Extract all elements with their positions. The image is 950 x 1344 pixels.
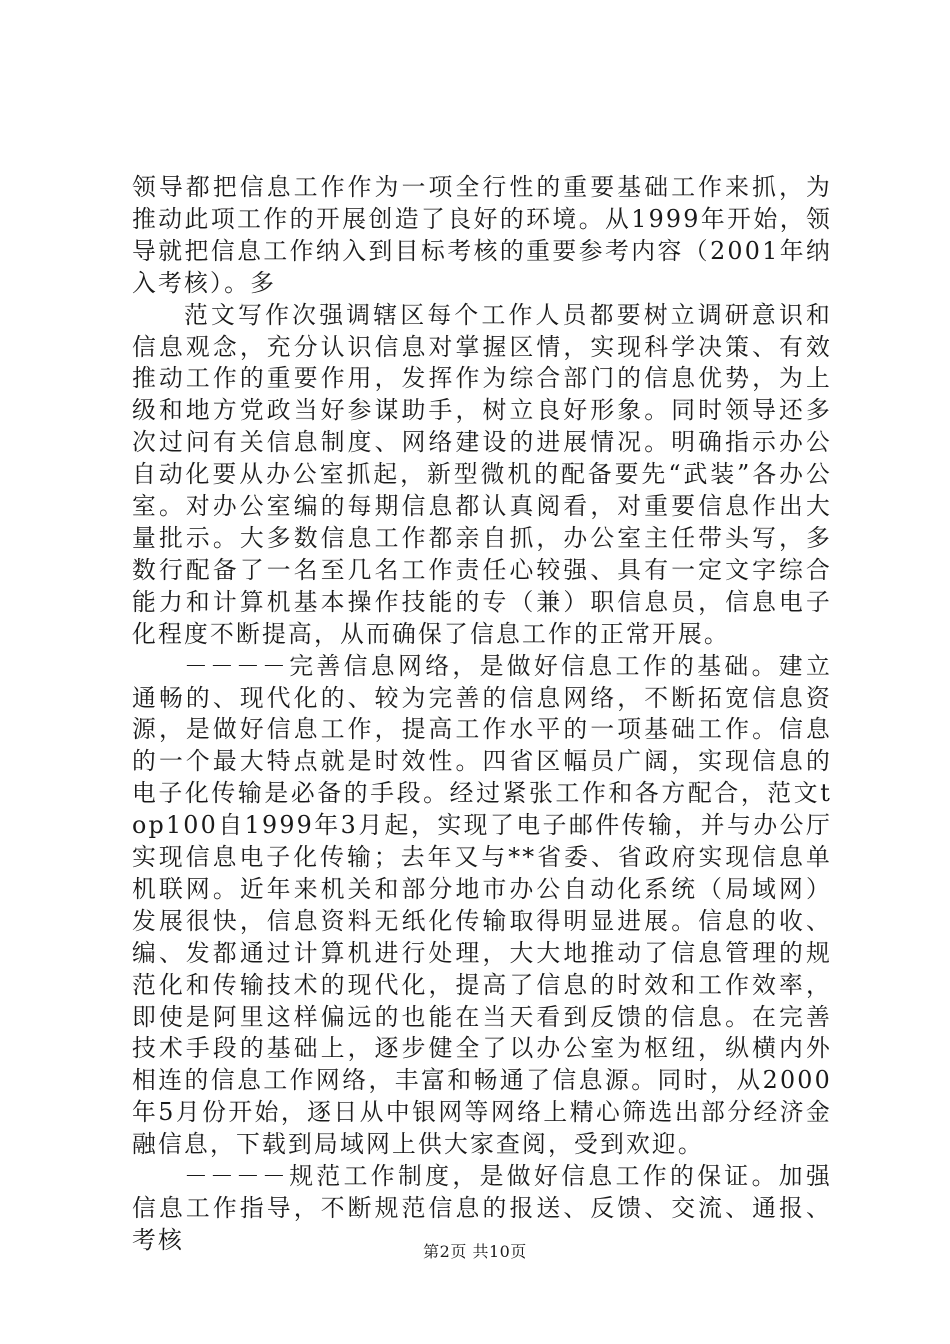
paragraph: 范文写作次强调辖区每个工作人员都要树立调研意识和信息观念，充分认识信息对掌握区情，实现科学决策、有效推动工作的重要作用，发挥作为综合部门的信息优势，为上级和地方党政当好参谋助手，树立良好形象。同时领导还多次过问有关信息制度、网络建设的进展情况。明确指示办公自动化要从办公室抓起，新型微机的配备要先“武装”各办公室。对办公室编的每期信息都认真阅看，对重要信息作出大量批示。大多数信息工作都亲自抓，办公室主任带头写，多数行配备了一名至几名工作责任心较强、具有一定文字综合能力和计算机基本操作技能的专（兼）职信息员，信息电子化程度不断提高，从而确保了信息工作的正常开展。 <box>132 300 832 648</box>
paragraph: －－－－规范工作制度，是做好信息工作的保证。加强信息工作指导，不断规范信息的报送、反馈、交流、通报、考核 <box>132 1162 832 1254</box>
document-body <box>132 172 832 1257</box>
page-number-footer: 第2页 共10页 <box>423 1242 527 1261</box>
paragraph: －－－－完善信息网络，是做好信息工作的基础。建立通畅的、现代化的、较为完善的信息网络，不断拓宽信息资源，是做好信息工作，提高工作水平的一项基础工作。信息的一个最大特点就是时效性。四省区幅员广阔，实现信息的电子化传输是必备的手段。经过紧张工作和各方配合，范文top100自1999年3月起，实现了电子邮件传输，并与办公厅实现信息电子化传输；去年又与**省委、省政府实现信息单机联网。近年来机关和部分地市办公自动化系统（局域网）发展很快，信息资料无纸化传输取得明显进展。信息的收、编、发都通过计算机进行处理，大大地推动了信息管理的规范化和传输技术的现代化，提高了信息的时效和工作效率，即使是阿里这样偏远的也能在当天看到反馈的信息。在完善技术手段的基础上，逐步健全了以办公室为枢纽，纵横内外相连的信息工作网络，丰富和畅通了信息源。同时，从2000年5月份开始，逐日从中银网等网络上精心筛选出部分经济金融信息，下载到局域网上供大家查阅，受到欢迎。 <box>132 651 832 1159</box>
paragraph-continued: 领导都把信息工作作为一项全行性的重要基础工作来抓，为推动此项工作的开展创造了良好的环境。从1999年开始，领导就把信息工作纳入到目标考核的重要参考内容（2001年纳入考核）。多 <box>132 173 832 297</box>
